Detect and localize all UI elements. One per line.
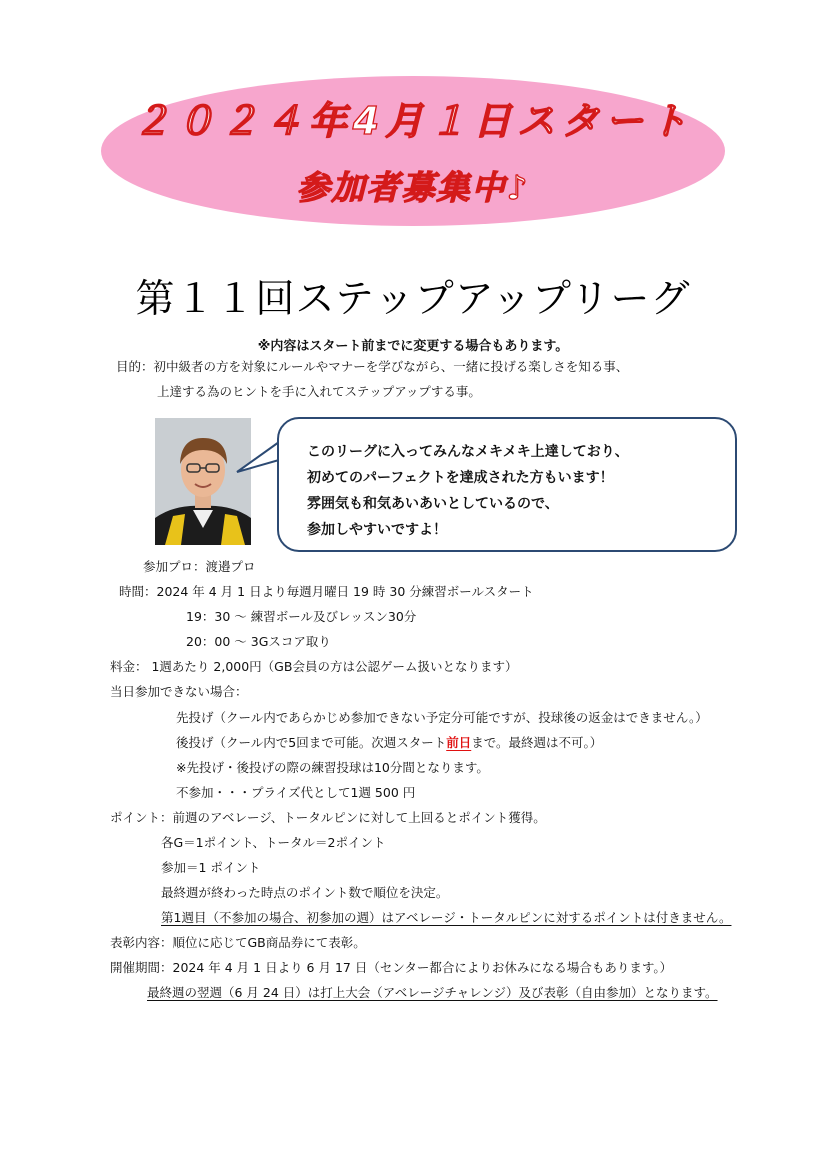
pre-bowling-text: 先投げ（クール内であらかじめ参加できない予定分可能ですが、投球後の返金はできません。） — [176, 710, 708, 725]
absent-fee-text: 不参加・・・プライズ代として1週 500 円 — [176, 785, 416, 800]
page-title: 第１１回ステップアップリーグ — [135, 277, 691, 322]
absence-heading: 当日参加できない場合： — [110, 684, 248, 699]
practice-note: ※先投げ・後投げの際の練習投球は10分間となります。 — [176, 760, 489, 775]
purpose-line-2: 上達する為のヒントを手に入れてステップアップする事。 — [157, 384, 481, 399]
recruiting-text: 参加者募集中♪ — [296, 168, 530, 207]
points-line-5: 第1週目（不参加の場合、初参加の週）はアベレージ・トータルピンに対するポイントは付きません。 — [161, 910, 732, 925]
bubble-line: 雰囲気も和気あいあいとしているので、 — [307, 496, 559, 512]
points-line-2: 各G＝1ポイント、トータル＝2ポイント — [161, 835, 386, 850]
points-line-3: 参加＝1 ポイント — [161, 860, 261, 875]
post-bowling-part-1: 後投げ（クール内で5回まで可能。次週スタート — [176, 735, 447, 750]
purpose-line-1: 目的：初中級者の方を対象にルールやマナーを学びながら、一緒に投げる楽しさを知る事、 — [116, 359, 629, 374]
period-line-1: 開催期間：2024 年 4 月 1 日より 6 月 17 日（センター都合によりお休みになる場合もあります。） — [110, 960, 673, 975]
post-bowling-part-2: まで。最終週は不可。） — [471, 735, 603, 750]
time-line-3: 20：00 ～ 3Gスコア取り — [186, 634, 331, 649]
points-line-1: ポイント：前週のアベレージ、トータルピンに対して上回るとポイント獲得。 — [110, 810, 546, 825]
bubble-line: このリーグに入ってみんなメキメキ上達しており、 — [307, 444, 629, 460]
change-notice: ※内容はスタート前までに変更する場合もあります。 — [257, 339, 569, 354]
time-line-2: 19：30 ～ 練習ボール及びレッスン30分 — [186, 609, 417, 624]
speech-bubble-text — [307, 439, 629, 543]
time-line-1: 時間：2024 年 4 月 1 日より毎週月曜日 19 時 30 分練習ボールスタート — [119, 584, 534, 599]
start-date-text: ２０２４年4月１日スタート — [132, 99, 694, 143]
speech-bubble — [277, 417, 737, 552]
period-line-2: 最終週の翌週（6 月 24 日）は打上大会（アベレージチャレンジ）及び表彰（自由参加）となります。 — [147, 985, 718, 1000]
points-line-4: 最終週が終わった時点のポイント数で順位を決定。 — [161, 885, 449, 900]
bubble-line: 初めてのパーフェクトを達成された方もいます！ — [307, 470, 614, 486]
previous-day-highlight: 前日 — [446, 735, 472, 750]
participating-pro: 参加プロ：渡邉プロ — [143, 559, 256, 574]
fee-text: 料金： 1週あたり 2,000円（GB会員の方は公認ゲーム扱いとなります） — [110, 659, 518, 674]
bubble-line: 参加しやすいですよ！ — [307, 522, 447, 538]
post-bowling-text — [176, 735, 602, 750]
award-text: 表彰内容：順位に応じてGB商品券にて表彰。 — [110, 935, 366, 950]
header-banner — [101, 76, 725, 226]
